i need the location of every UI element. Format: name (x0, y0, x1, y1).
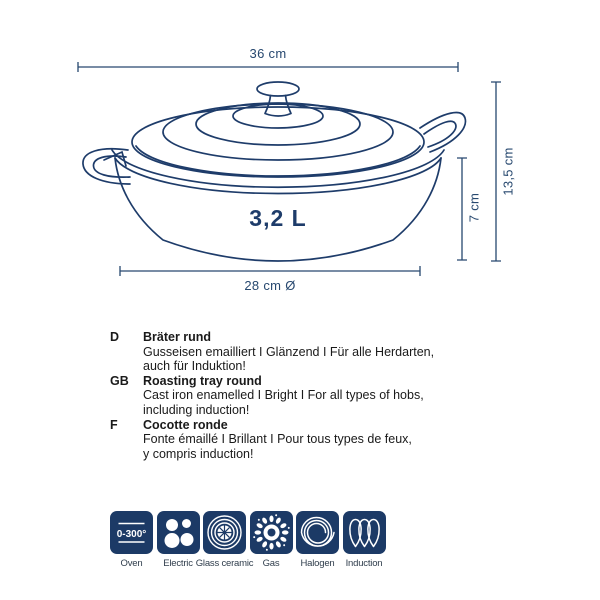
electric-hob-icon (157, 511, 200, 554)
lid-knob-stem (265, 96, 291, 117)
description-entry (143, 418, 510, 462)
oven-temperature-text: 0-300° (116, 529, 147, 540)
dimension-line-body-height (457, 158, 467, 260)
dimension-line-total-height (491, 82, 501, 261)
description-block (110, 330, 510, 461)
hob-label-gas: Gas (262, 558, 280, 569)
hob-label-oven: Oven (120, 558, 143, 569)
hob-label-halogen: Halogen (300, 558, 335, 569)
product-desc-en-line2: including induction! (143, 402, 250, 417)
right-handle-inner (424, 121, 456, 147)
capacity-label: 3,2 L (249, 205, 307, 231)
product-desc-de-line1: Gusseisen emailliert I Glänzend I Für alle Herdarten, (143, 344, 435, 359)
hob-induction (343, 511, 386, 569)
induction-icon (343, 511, 386, 554)
hob-label-glass-ceramic: Glass ceramic (195, 558, 254, 569)
language-code: GB (110, 373, 129, 388)
description-entry (143, 374, 510, 418)
hob-halogen (296, 511, 339, 569)
dimension-line-diameter (120, 266, 420, 276)
hob-label-electric: Electric (163, 558, 193, 569)
product-title-en: Roasting tray round (143, 373, 262, 388)
language-code: F (110, 417, 118, 432)
dimension-diameter-label: 28 cm Ø (244, 278, 296, 293)
lid-knob-icon (257, 82, 299, 96)
language-code: D (110, 330, 120, 344)
dimension-width-label: 36 cm (249, 46, 287, 61)
dimension-total-height-label: 13,5 cm (500, 147, 516, 196)
lid-edge (132, 107, 424, 177)
dimension-line-width (78, 62, 458, 72)
hob-compatibility-row (110, 511, 386, 569)
hob-glass-ceramic (195, 511, 254, 569)
product-desc-de-line2: auch für Induktion! (143, 359, 246, 374)
product-desc-en-line1: Cast iron enamelled I Bright I For all types of hobs, (143, 388, 424, 403)
hob-oven (110, 511, 153, 569)
hob-label-induction: Induction (345, 558, 383, 569)
lid-lip (136, 146, 420, 176)
hob-electric (157, 511, 200, 569)
description-entry (143, 330, 510, 374)
product-desc-fr-line2: y compris induction! (143, 446, 254, 461)
gas-icon (250, 511, 293, 554)
halogen-icon (296, 511, 339, 554)
hob-gas (250, 511, 293, 569)
product-title-fr: Cocotte ronde (143, 417, 228, 432)
oven-icon (110, 511, 153, 554)
product-title-de: Bräter rund (143, 330, 212, 344)
dimension-body-height-label: 7 cm (466, 192, 482, 223)
glass-ceramic-icon (203, 511, 246, 554)
roasting-pot-drawing (83, 82, 465, 261)
product-desc-fr-line1: Fonte émaillé I Brillant I Pour tous types de feux, (143, 432, 412, 447)
